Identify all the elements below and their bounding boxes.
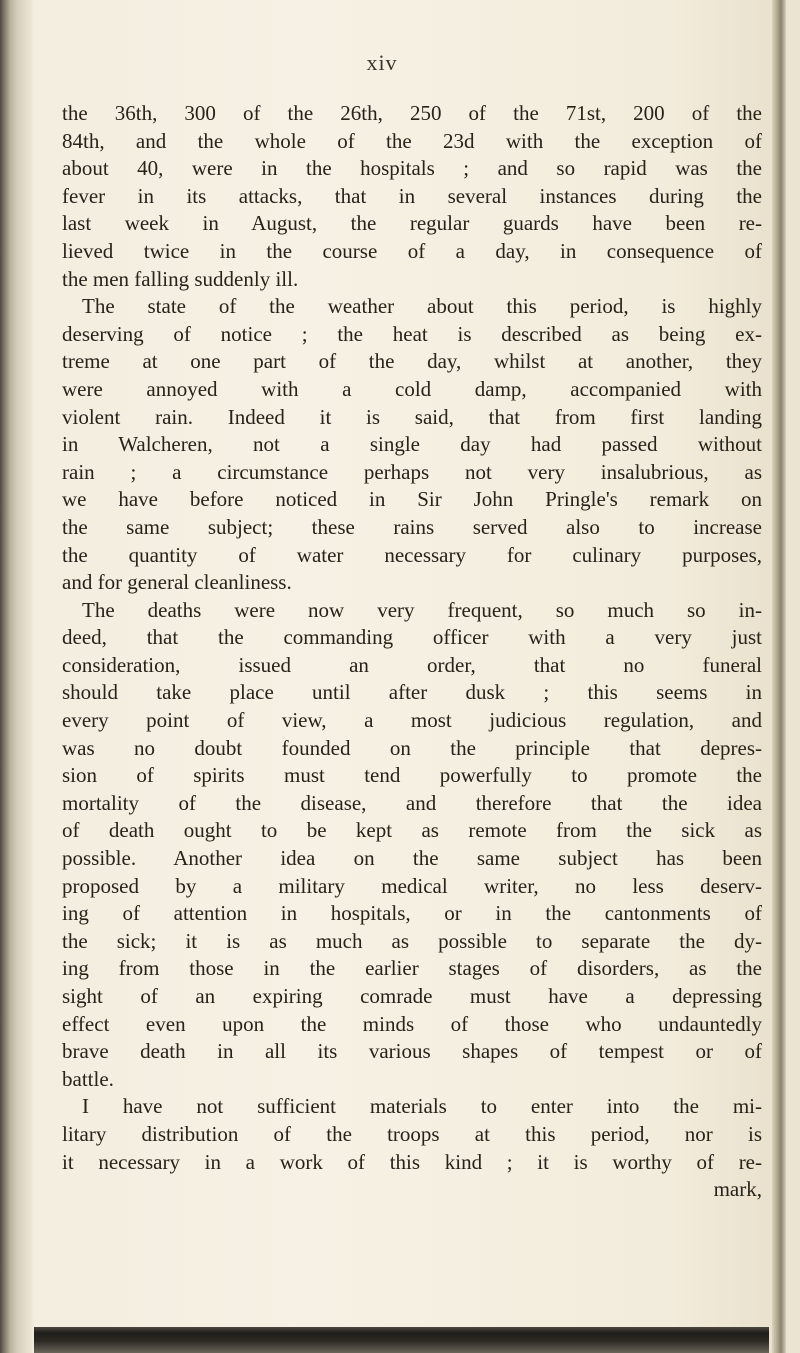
page-number: xiv: [366, 50, 398, 75]
text-line: effect even upon the minds of those who undauntedly: [62, 1011, 762, 1036]
text-line: it necessary in a work of this kind ; it is worthy of re-: [62, 1149, 762, 1174]
text-line: the sick; it is as much as possible to separate the dy-: [62, 928, 762, 953]
text-line: violent rain. Indeed it is said, that from first landing: [62, 404, 762, 429]
text-line: ing from those in the earlier stages of disorders, as the: [62, 956, 762, 981]
text-line: The deaths were now very frequent, so much so in-: [82, 597, 762, 622]
text-line: sion of spirits must tend powerfully to promote the: [62, 763, 762, 788]
text-line: battle.: [62, 1066, 114, 1091]
text-line: last week in August, the regular guards have been re-: [62, 211, 762, 236]
text-line: the 36th, 300 of the 26th, 250 of the 71st, 200 of the: [62, 101, 762, 125]
text-line: the quantity of water necessary for culinary purposes,: [62, 542, 762, 567]
text-line: treme at one part of the day, whilst at another, they: [62, 349, 762, 374]
text-line: I have not sufficient materials to enter into the mi-: [82, 1094, 762, 1119]
page-edge: [772, 0, 786, 1353]
text-line: we have before noticed in Sir John Pringle's remark on: [62, 487, 762, 512]
text-line: the men falling suddenly ill.: [62, 266, 299, 291]
text-line: consideration, issued an order, that no funeral: [62, 652, 762, 677]
text-line: of death ought to be kept as remote from the sick as: [62, 818, 762, 843]
text-line: the same subject; these rains served also to increase: [62, 514, 762, 539]
page-gutter: [0, 0, 34, 1353]
text-line: every point of view, a most judicious regulation, and: [62, 708, 762, 733]
text-line: 84th, and the whole of the 23d with the exception of: [62, 128, 762, 153]
text-line: lieved twice in the course of a day, in consequence of: [62, 238, 762, 263]
text-line: should take place until after dusk ; this seems in: [62, 680, 762, 705]
text-line: were annoyed with a cold damp, accompanied with: [62, 376, 762, 401]
text-line: in Walcheren, not a single day had passed without: [62, 432, 762, 457]
text-line: The state of the weather about this period, is highly: [82, 294, 762, 319]
body-text: [62, 100, 762, 1204]
text-line: fever in its attacks, that in several instances during the: [62, 183, 762, 208]
catchword: mark,: [713, 1177, 762, 1202]
text-line: and for general cleanliness.: [62, 570, 292, 595]
text-line: deserving of notice ; the heat is described as being ex-: [62, 321, 762, 346]
text-line: proposed by a military medical writer, no less deserv-: [62, 873, 762, 898]
text-line: sight of an expiring comrade must have a depressing: [62, 984, 762, 1008]
text-line: was no doubt founded on the principle that depres-: [62, 735, 762, 760]
text-line: deed, that the commanding officer with a very just: [62, 625, 762, 650]
text-line: ing of attention in hospitals, or in the cantonments of: [62, 901, 762, 926]
text-line: brave death in all its various shapes of tempest or of: [62, 1039, 762, 1064]
text-line: mortality of the disease, and therefore that the idea: [62, 790, 762, 815]
text-line: possible. Another idea on the same subject has been: [62, 846, 762, 871]
text-line: litary distribution of the troops at this period, nor is: [62, 1121, 762, 1146]
scan-edge-shadow: [34, 1327, 769, 1353]
text-line: rain ; a circumstance perhaps not very insalubrious, as: [62, 459, 762, 484]
text-line: about 40, were in the hospitals ; and so rapid was the: [62, 156, 762, 181]
